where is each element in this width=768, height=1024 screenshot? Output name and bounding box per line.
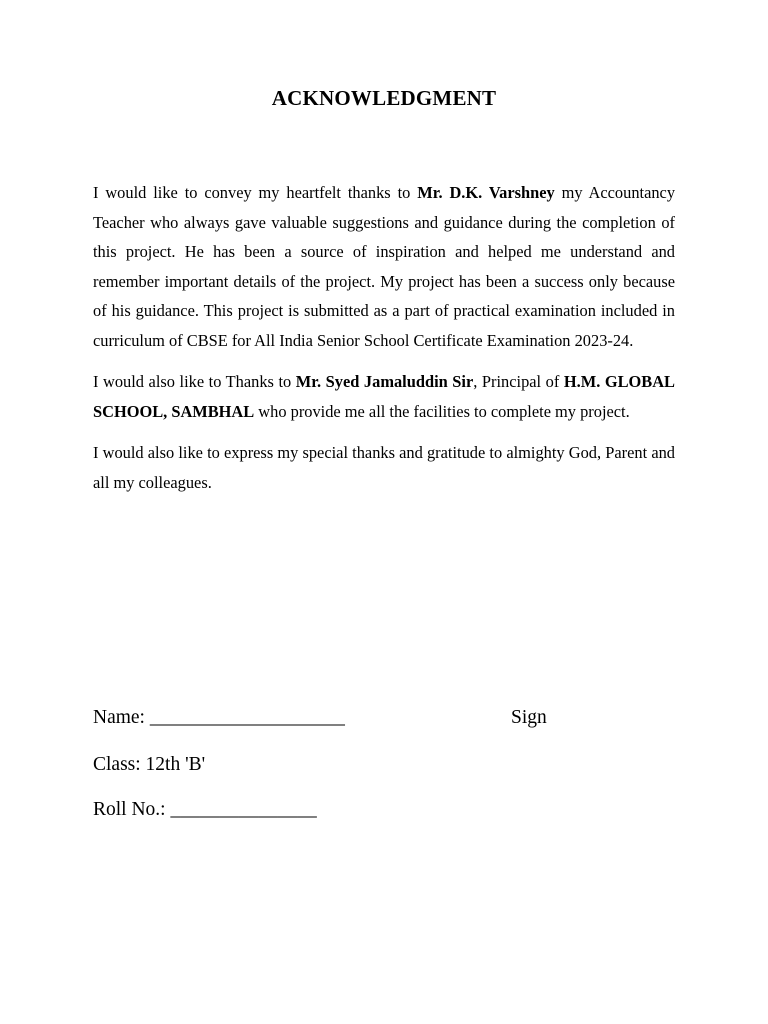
paragraph2-lead: I would also like to Thanks to: [93, 372, 296, 391]
paragraph-teacher-thanks: [93, 178, 675, 355]
teacher-name: Mr. D.K. Varshney: [417, 183, 555, 202]
roll-number-field: Roll No.: _______________: [93, 799, 317, 820]
principal-name: Mr. Syed Jamaluddin Sir: [295, 372, 474, 391]
acknowledgment-body: [93, 178, 675, 497]
name-field: Name: ____________________: [93, 707, 345, 728]
class-field: Class: 12th 'B': [93, 754, 206, 775]
paragraph-principal-thanks: [93, 367, 675, 426]
school-name: H.M. GLOBAL SCHOOL, SAMBHAL: [93, 372, 675, 421]
paragraph1-rest: my Accountancy Teacher who always gave valuable suggestions and guidance during the completion of this project. He has been a source of inspiration and helped me understand and remember important details of the project. My project has been a success only because of his guidance. This project is submitted as a part of practical examination included in curriculum of CBSE for All India Senior School Certificate Examination 2023-24.: [93, 183, 676, 350]
paragraph-gratitude: I would also like to express my special thanks and gratitude to almighty God, Parent and all my colleagues.: [93, 443, 675, 492]
page-title: ACKNOWLEDGMENT: [271, 86, 497, 110]
paragraph1-lead: I would like to convey my heartfelt thanks to: [93, 183, 418, 202]
paragraph2-middle: , Principal of: [473, 372, 564, 391]
paragraph2-rest: who provide me all the facilities to complete my project.: [254, 401, 630, 421]
sign-label: Sign: [511, 707, 547, 728]
